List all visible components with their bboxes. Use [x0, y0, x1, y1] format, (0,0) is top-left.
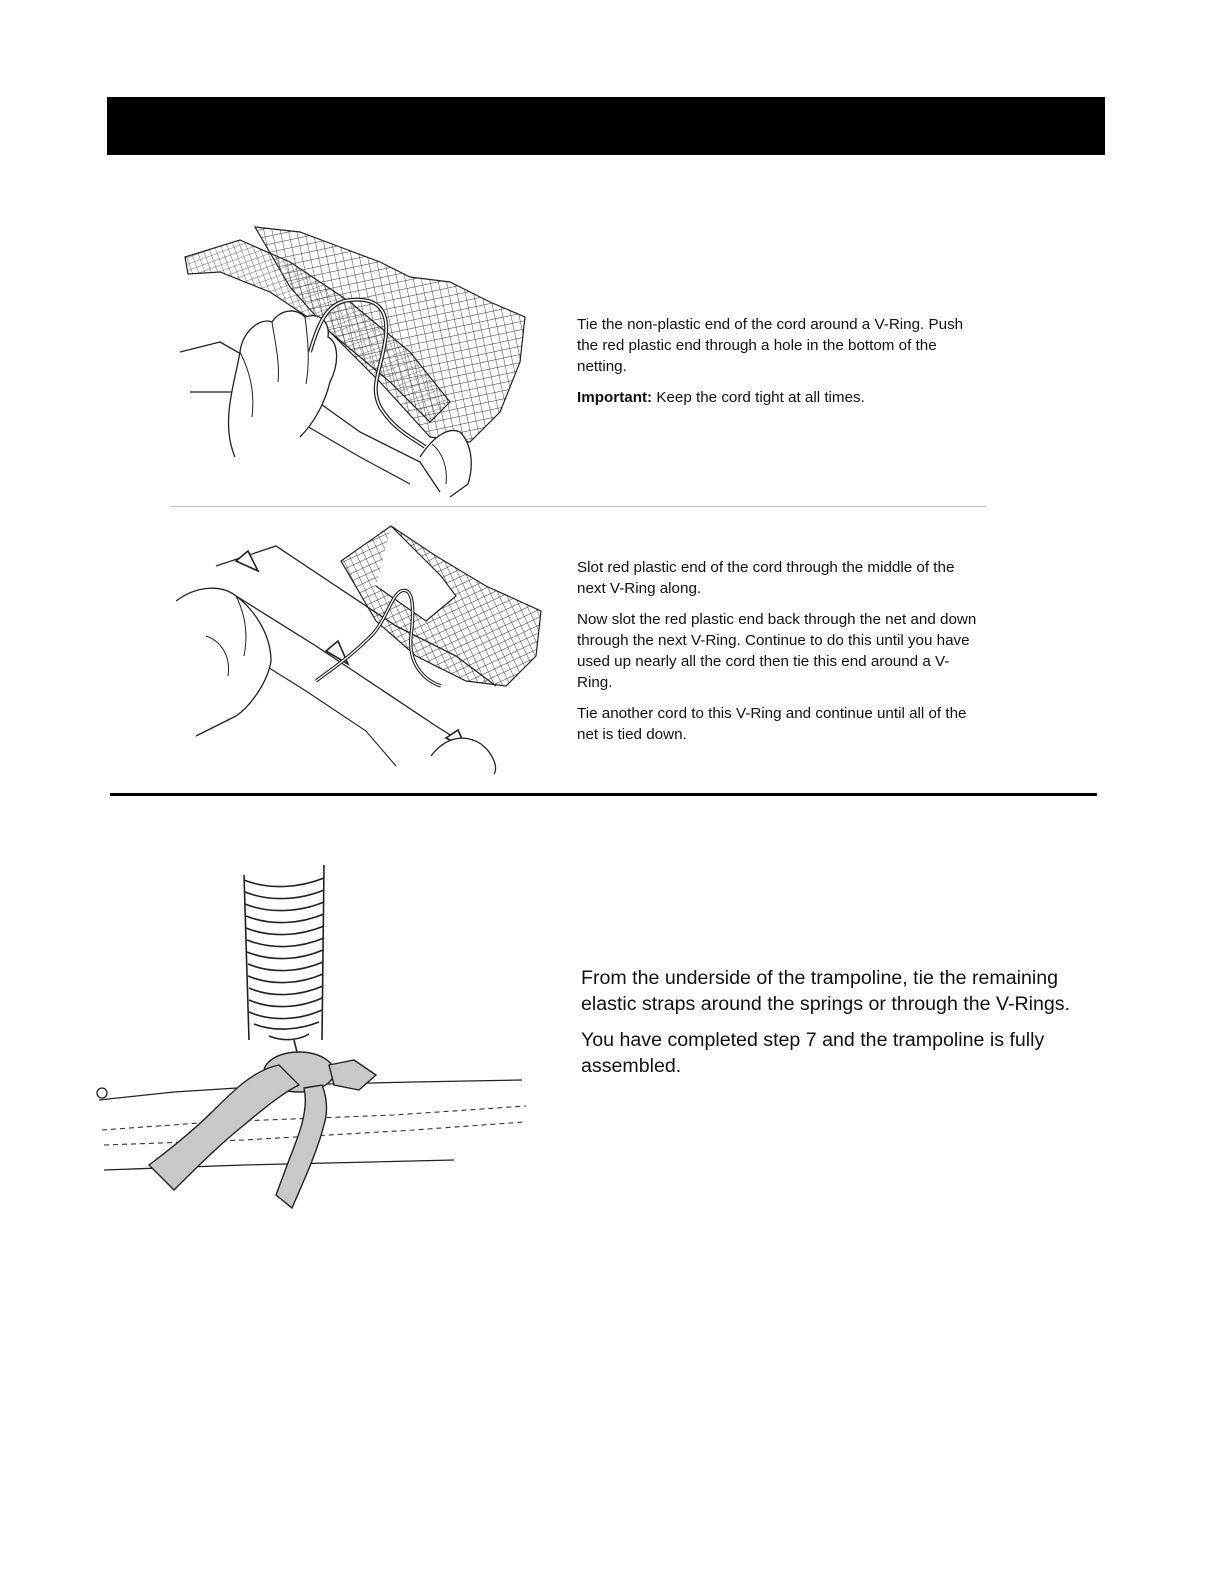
step-instructions-2 — [577, 557, 977, 755]
instruction-text: Tie the non-plastic end of the cord around a V-Ring. Push the red plastic end through a hole in the bottom of the netting. — [577, 316, 964, 375]
step-instructions-1 — [577, 314, 977, 418]
section-divider — [170, 506, 986, 507]
instruction-text: Slot red plastic end of the cord through the middle of the next V-Ring along. — [577, 559, 955, 597]
cord-threading-illustration — [180, 222, 550, 497]
elastic-strap-drawing — [94, 860, 529, 1215]
v-ring-slot-drawing — [176, 516, 551, 774]
instruction-text: From the underside of the trampoline, tie the remaining elastic straps around the springs or through the V-Rings. — [581, 967, 1071, 1015]
important-note — [577, 387, 977, 408]
instruction-text: Tie another cord to this V-Ring and continue until all of the net is tied down. — [577, 705, 967, 743]
instruction-text: Now slot the red plastic end back through the net and down through the next V-Ring. Continue to do this until you have used up nearly all the cord then tie this end around a V-Ring. — [577, 611, 977, 691]
important-text: Keep the cord tight at all times. — [652, 389, 865, 406]
section-divider-thick — [110, 793, 1097, 796]
completion-text: You have completed step 7 and the trampoline is fully assembled. — [581, 1029, 1045, 1077]
important-label: Important: — [577, 389, 653, 406]
cord-threading-drawing — [180, 222, 550, 497]
section-header-bar — [107, 97, 1105, 155]
elastic-strap-illustration — [94, 860, 529, 1215]
v-ring-slot-illustration — [176, 516, 551, 774]
step-instructions-3 — [581, 965, 1081, 1089]
